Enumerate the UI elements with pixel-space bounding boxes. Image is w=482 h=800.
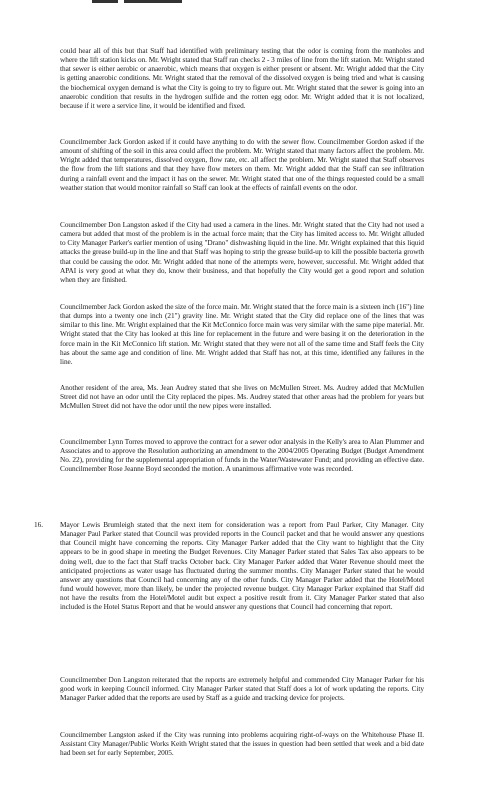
paragraph-right-of-way: Councilmember Langston asked if the City was running into problems acquiring right-of-ways on the Whitehouse Phase II. Assistant City Manager/Public Works Keith Wright stated that the issues in question had been settled that week and a bid date had been set for early September, 2005. <box>60 730 424 758</box>
paragraph-gordon-force-main: Councilmember Jack Gordon asked the size of the force main. Mr. Wright stated that the force main is a sixteen inch (16") line that dumps into a twenty one inch (21") gravity line. Mr. Wright stated that the City did replace one of the lines that was similar to this line. Mr. Wright explained that the Kit McConnico force main was very similar with the same pipe material. Mr. Wright stated that the City has looked at this line for replacement in the future and were basing it on the deterioration in the force main in the Kit McConnico lift station. Mr. Wright stated that they were not all of the same time and Staff feels the City has about the same age and condition of line. Mr. Wright added that Staff has not, at this time, identified any failures in the line. <box>60 302 424 366</box>
paragraph-langston-reports: Councilmember Don Langston reiterated that the reports are extremely helpful and commended City Manager Parker for his good work in keeping Council informed. City Manager Parker stated that Staff does a lot of work updating the reports. City Manager Parker added that the reports are used by Staff as a guide and tracking device for projects. <box>60 675 424 703</box>
paragraph-odor-testing: could hear all of this but that Staff had identified with preliminary testing that the odor is coming from the manholes and where the lift station kicks on. Mr. Wright stated that Staff ran checks 2 - 3 miles of line from the lift station. Mr. Wright stated that sewer is either aerobic or anaerobic, which means that oxygen is either present or absent. Mr. Wright added that the City is getting anaerobic conditions. Mr. Wright stated that the removal of the dissolved oxygen is being tried and what is causing the biochemical oxygen demand is what the City is going to try to figure out. Mr. Wright stated that the sewer is going into an anaerobic condition that results in the hydrogen sulfide and the rotten egg odor. Mr. Wright added that it is not localized, because if it were a service line, it would be identified and fixed. <box>60 46 424 110</box>
paragraph-motion-contract: Councilmember Lynn Torres moved to approve the contract for a sewer odor analysis in the Kelly's area to Alan Plummer and Associates and to approve the Resolution authorizing an amendment to the 2004/2005 Operating Budget (Budget Amendment No. 22), providing for the supplemental appropriation of funds in the Water/Wastewater Fund; and providing an effective date. Councilmember Rose Jeanne Boyd seconded the motion. A unanimous affirmative vote was recorded. <box>60 437 424 474</box>
paragraph-langston-camera: Councilmember Don Langston asked if the City had used a camera in the lines. Mr. Wright stated that the City had not used a camera but added that most of the problem is in the actual force main; that the City has limited access to. Mr. Wright alluded to City Manager Parker's earlier mention of using "Drano" dishwashing liquid in the line. Mr. Wright explained that this liquid attacks the grease build-up in the line and that Staff was hoping to strip the grease build-up to kill the possible bacteria growth that could be causing the odor. Mr. Wright added that none of the attempts were, however, successful. Mr. Wright added that APAI is very good at what they do, know their business, and that hopefully the City would get a good report and solution when they are finished. <box>60 220 424 284</box>
agenda-item-number: 16. <box>34 520 44 529</box>
paragraph-gordon-sewer-flow: Councilmember Jack Gordon asked if it could have anything to do with the sewer flow. Councilmember Gordon asked if the amount of shifting of the soil in this area could affect the problem. Mr. Wright stated that many factors affect the problem. Mr. Wright added that temperatures, dissolved oxygen, flow rate, etc. all affect the problem. Mr. Wright stated that Staff observes the flow from the lift stations and that they have flow meters on them. Mr. Wright added that the Staff can see infiltration during a rainfall event and the impact it has on the sewer. Mr. Wright stated that one of the things requested could be a small weather station that would monitor rainfall so Staff can look at the effects of rainfall events on the odor. <box>60 137 424 192</box>
header-rule <box>124 0 182 3</box>
header-rule <box>92 0 118 3</box>
paragraph-city-manager-report: Mayor Lewis Brumleigh stated that the next item for consideration was a report from Paul Parker, City Manager. City Manager Paul Parker stated that Council was provided reports in the Council packet and that he would answer any questions that Council might have concerning the reports. City Manager Parker added that the City want to highlight that the City appears to be in good shape in meeting the Budget Revenues. City Manager Parker stated that Sales Tax also appears to be doing well, due to the fact that Staff tracks October back. City Manager Parker added that Water Revenue should meet the anticipated projections as water usage has fluctuated during the summer months. City Manager Parker stated that he would answer any questions that Council had concerning any of the other funds. City Manager Parker added that the Hotel/Motel fund would however, more than likely, be under the projected revenue budget. City Manager Parker explained that Staff did not have the results from the Hotel/Motel audit but expect a positive result from it. City Manager Parker stated that also included is the Hotel Status Report and that he would answer any questions that Council had concerning that report. <box>60 520 424 612</box>
paragraph-resident-audrey: Another resident of the area, Ms. Jean Audrey stated that she lives on McMullen Street. Ms. Audrey added that McMullen Street did not have an odor until the City replaced the pipes. Ms. Audrey stated that other areas had the problem for years but McMullen Street did not have the odor until the new pipes were installed. <box>60 383 424 411</box>
